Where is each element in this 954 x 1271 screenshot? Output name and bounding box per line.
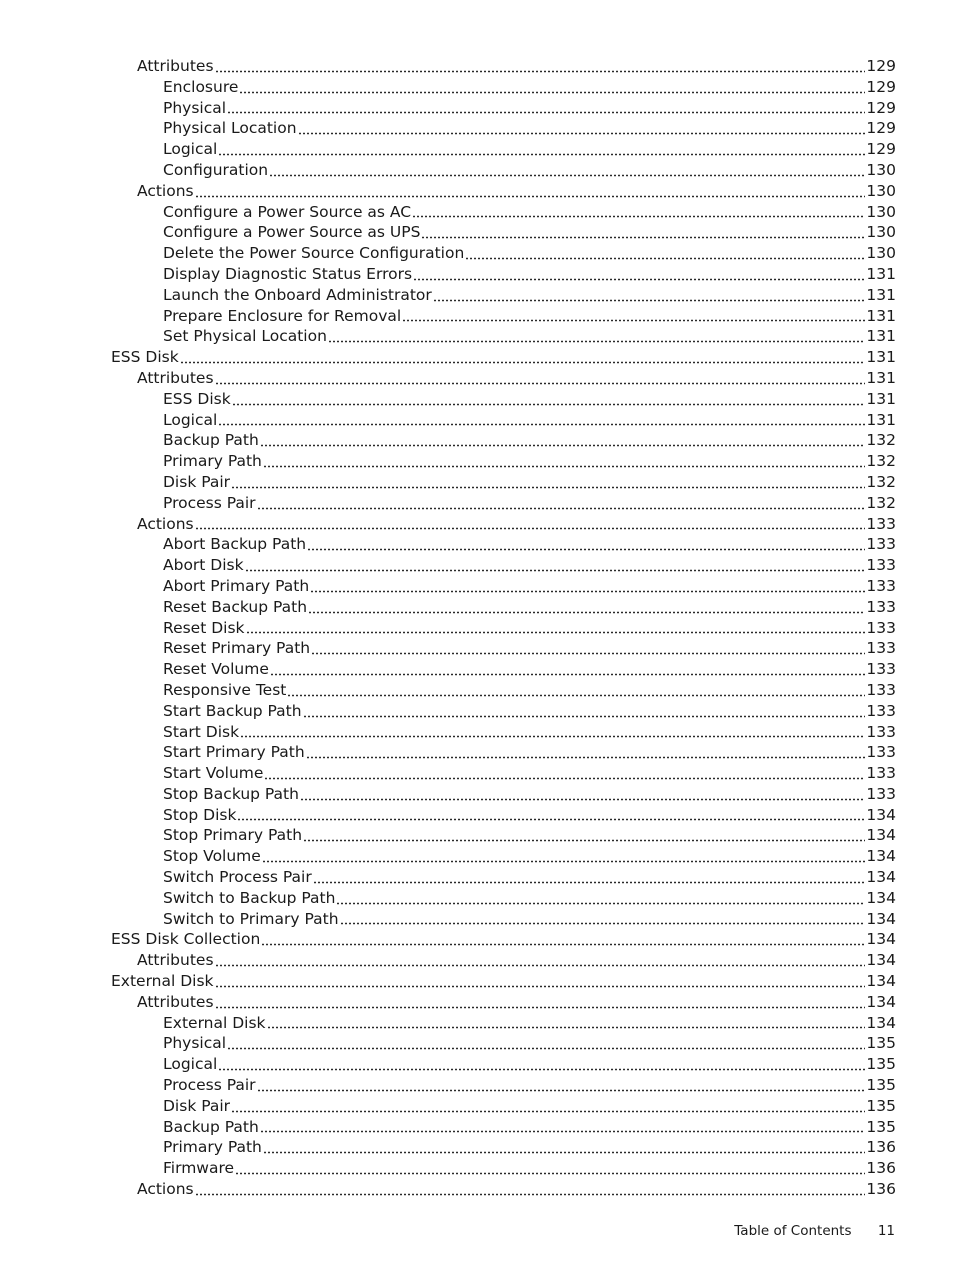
toc-entry-page-number: 134	[866, 972, 896, 991]
dot-leader	[215, 382, 866, 385]
dot-leader	[245, 569, 866, 572]
toc-entry[interactable]	[111, 971, 896, 992]
dot-leader	[227, 111, 865, 114]
dot-leader	[235, 1172, 865, 1175]
toc-entry[interactable]	[111, 1096, 896, 1117]
toc-entry-label: Actions	[137, 1180, 194, 1199]
toc-entry-page-number: 130	[866, 244, 896, 263]
toc-entry-label: Abort Disk	[163, 556, 244, 575]
toc-entry[interactable]	[111, 929, 896, 950]
toc-entry[interactable]	[111, 805, 896, 826]
toc-entry-label: Attributes	[137, 992, 214, 1011]
dot-leader	[218, 1068, 865, 1071]
dot-leader	[231, 486, 865, 489]
toc-entry-label: Primary Path	[163, 452, 262, 471]
toc-entry-label: ESS Disk Collection	[111, 930, 261, 949]
toc-entry[interactable]	[111, 680, 896, 701]
toc-entry-label: Backup Path	[163, 431, 259, 450]
toc-entry-page-number: 133	[866, 764, 896, 783]
toc-entry-page-number: 131	[866, 264, 896, 283]
toc-entry[interactable]	[111, 285, 896, 306]
toc-entry-page-number: 136	[866, 1138, 896, 1157]
toc-entry-label: Configure a Power Source as AC	[163, 202, 412, 221]
toc-entry-page-number: 135	[866, 1117, 896, 1136]
dot-leader	[421, 236, 865, 239]
toc-entry-page-number: 131	[866, 306, 896, 325]
toc-entry[interactable]	[111, 451, 896, 472]
toc-entry-page-number: 129	[866, 57, 896, 75]
toc-entry-page-number: 134	[866, 847, 896, 866]
dot-leader	[240, 735, 865, 738]
toc-entry[interactable]	[111, 1137, 896, 1158]
dot-leader	[465, 257, 865, 260]
dot-leader	[215, 964, 866, 967]
dot-leader	[180, 361, 866, 364]
dot-leader	[195, 527, 866, 530]
toc-entry-page-number: 135	[866, 1076, 896, 1095]
toc-entry-page-number: 133	[866, 660, 896, 679]
dot-leader	[340, 922, 866, 925]
toc-entry-page-number: 134	[866, 909, 896, 928]
toc-entry-label: Switch Process Pair	[163, 868, 312, 887]
toc-entry-page-number: 133	[866, 680, 896, 699]
dot-leader	[261, 943, 865, 946]
toc-entry-page-number: 133	[866, 576, 896, 595]
dot-leader	[303, 715, 866, 718]
toc-entry-page-number: 134	[866, 888, 896, 907]
dot-leader	[336, 902, 865, 905]
toc-entry[interactable]	[111, 202, 896, 223]
toc-entry[interactable]	[111, 576, 896, 597]
toc-entry[interactable]	[111, 264, 896, 285]
toc-entry-label: Disk Pair	[163, 472, 231, 491]
toc-entry-page-number: 132	[866, 472, 896, 491]
dot-leader	[287, 694, 865, 697]
dot-leader	[195, 1193, 866, 1196]
toc-entry-page-number: 134	[866, 826, 896, 845]
toc-entry-label: Display Diagnostic Status Errors	[163, 264, 413, 283]
toc-entry-label: Disk Pair	[163, 1096, 231, 1115]
dot-leader	[311, 652, 865, 655]
dot-leader	[260, 444, 866, 447]
toc-entry-label: Reset Backup Path	[163, 597, 308, 616]
toc-entry[interactable]	[111, 618, 896, 639]
dot-leader	[239, 91, 865, 94]
dot-leader	[237, 818, 865, 821]
dot-leader	[270, 673, 866, 676]
toc-entry[interactable]	[111, 514, 896, 535]
toc-entry[interactable]	[111, 659, 896, 680]
toc-entry-page-number: 135	[866, 1096, 896, 1115]
toc-entry-label: Primary Path	[163, 1138, 262, 1157]
dot-leader	[246, 631, 866, 634]
toc-entry[interactable]	[111, 1013, 896, 1034]
toc-entry[interactable]	[111, 410, 896, 431]
table-of-contents	[111, 56, 896, 1200]
toc-entry-label: Prepare Enclosure for Removal	[163, 306, 402, 325]
toc-entry[interactable]	[111, 555, 896, 576]
dot-leader	[215, 70, 866, 73]
footer-page-number: 11	[877, 1223, 895, 1239]
toc-entry-page-number: 133	[866, 514, 896, 533]
toc-entry-page-number: 135	[866, 1055, 896, 1074]
toc-entry-label: Reset Disk	[163, 618, 245, 637]
toc-entry-label: External Disk	[163, 1013, 266, 1032]
dot-leader	[263, 465, 866, 468]
toc-entry[interactable]	[111, 742, 896, 763]
toc-entry-page-number: 134	[866, 951, 896, 970]
dot-leader	[308, 611, 865, 614]
toc-entry[interactable]	[111, 950, 896, 971]
toc-entry[interactable]	[111, 181, 896, 202]
toc-entry[interactable]	[111, 347, 896, 368]
toc-entry-page-number: 129	[866, 119, 896, 138]
toc-entry-label: Physical	[163, 98, 227, 117]
toc-entry[interactable]	[111, 1179, 896, 1200]
toc-entry-label: Responsive Test	[163, 680, 287, 699]
toc-entry-page-number: 133	[866, 556, 896, 575]
toc-entry[interactable]	[111, 1158, 896, 1179]
toc-entry-label: Start Primary Path	[163, 743, 305, 762]
toc-entry[interactable]	[111, 992, 896, 1013]
toc-entry-label: ESS Disk	[111, 348, 179, 367]
toc-entry-page-number: 131	[866, 348, 896, 367]
dot-leader	[412, 215, 865, 218]
toc-entry-page-number: 133	[866, 597, 896, 616]
toc-entry[interactable]	[111, 98, 896, 119]
dot-leader	[215, 985, 866, 988]
toc-entry-label: Reset Primary Path	[163, 639, 311, 658]
dot-leader	[218, 153, 865, 156]
toc-entry-page-number: 130	[866, 160, 896, 179]
toc-entry-page-number: 133	[866, 535, 896, 554]
toc-entry-label: Firmware	[163, 1159, 235, 1178]
toc-entry-page-number: 133	[866, 784, 896, 803]
toc-entry-label: Start Volume	[163, 764, 264, 783]
toc-entry[interactable]	[111, 222, 896, 243]
toc-entry-page-number: 129	[866, 77, 896, 96]
toc-entry-page-number: 129	[866, 140, 896, 159]
toc-entry-label: Process Pair	[163, 493, 256, 512]
toc-entry-page-number: 134	[866, 992, 896, 1011]
toc-entry-label: Stop Backup Path	[163, 784, 299, 803]
footer-title: Table of Contents	[734, 1223, 852, 1239]
toc-entry-page-number: 134	[866, 868, 896, 887]
dot-leader	[260, 1130, 866, 1133]
toc-entry-label: Start Disk	[163, 722, 240, 741]
toc-entry-label: Stop Primary Path	[163, 826, 303, 845]
toc-entry-label: ESS Disk	[163, 389, 231, 408]
dot-leader	[307, 548, 865, 551]
toc-entry-label: Reset Volume	[163, 660, 269, 679]
toc-entry[interactable]	[111, 306, 896, 327]
toc-entry-label: Delete the Power Source Configuration	[163, 244, 465, 263]
toc-entry-label: Enclosure	[163, 77, 239, 96]
toc-entry-page-number: 133	[866, 743, 896, 762]
dot-leader	[195, 195, 866, 198]
toc-entry[interactable]	[111, 77, 896, 98]
dot-leader	[264, 777, 865, 780]
dot-leader	[402, 319, 865, 322]
toc-entry[interactable]	[111, 1033, 896, 1054]
toc-entry-page-number: 131	[866, 327, 896, 346]
toc-entry-label: Process Pair	[163, 1076, 256, 1095]
dot-leader	[231, 1110, 865, 1113]
toc-entry[interactable]	[111, 763, 896, 784]
toc-entry[interactable]	[111, 534, 896, 555]
dot-leader	[303, 839, 865, 842]
toc-entry-label: Launch the Onboard Administrator	[163, 285, 432, 304]
toc-entry-label: Configure a Power Source as UPS	[163, 223, 421, 242]
toc-entry-page-number: 134	[866, 1013, 896, 1032]
toc-entry-label: Stop Volume	[163, 847, 261, 866]
toc-entry[interactable]	[111, 1075, 896, 1096]
toc-entry-label: Attributes	[137, 368, 214, 387]
toc-entry[interactable]	[111, 597, 896, 618]
toc-entry-label: Actions	[137, 181, 194, 200]
toc-entry-label: Physical	[163, 1034, 227, 1053]
toc-entry[interactable]	[111, 326, 896, 347]
dot-leader	[262, 860, 866, 863]
dot-leader	[328, 340, 865, 343]
toc-entry-page-number: 131	[866, 410, 896, 429]
toc-entry-page-number: 135	[866, 1034, 896, 1053]
toc-entry[interactable]	[111, 867, 896, 888]
toc-entry[interactable]	[111, 784, 896, 805]
toc-entry-page-number: 132	[866, 452, 896, 471]
toc-entry[interactable]	[111, 701, 896, 722]
toc-entry-label: Actions	[137, 514, 194, 533]
toc-entry[interactable]	[111, 909, 896, 930]
toc-entry-page-number: 130	[866, 202, 896, 221]
toc-entry-page-number: 130	[866, 223, 896, 242]
dot-leader	[215, 1006, 866, 1009]
toc-entry-label: Switch to Primary Path	[163, 909, 339, 928]
toc-entry[interactable]	[111, 243, 896, 264]
toc-entry-label: External Disk	[111, 972, 214, 991]
toc-entry-page-number: 131	[866, 389, 896, 408]
page-footer	[734, 1221, 895, 1241]
toc-entry-label: Set Physical Location	[163, 327, 327, 346]
dot-leader	[267, 1026, 866, 1029]
toc-entry[interactable]	[111, 118, 896, 139]
toc-entry[interactable]	[111, 1117, 896, 1138]
toc-entry-label: Attributes	[137, 57, 214, 75]
dot-leader	[227, 1047, 865, 1050]
toc-entry-label: Switch to Backup Path	[163, 888, 336, 907]
toc-entry-page-number: 131	[866, 368, 896, 387]
toc-entry-page-number: 130	[866, 181, 896, 200]
dot-leader	[433, 299, 866, 302]
toc-entry-page-number: 136	[866, 1159, 896, 1178]
toc-entry-page-number: 132	[866, 431, 896, 450]
toc-entry[interactable]	[111, 638, 896, 659]
toc-entry[interactable]	[111, 368, 896, 389]
toc-entry-page-number: 129	[866, 98, 896, 117]
toc-entry-label: Abort Primary Path	[163, 576, 310, 595]
dot-leader	[306, 756, 866, 759]
toc-entry[interactable]	[111, 56, 896, 77]
toc-entry-page-number: 134	[866, 805, 896, 824]
toc-entry[interactable]	[111, 160, 896, 181]
toc-entry-label: Attributes	[137, 951, 214, 970]
dot-leader	[310, 590, 865, 593]
toc-entry[interactable]	[111, 493, 896, 514]
toc-entry-page-number: 133	[866, 639, 896, 658]
dot-leader	[257, 507, 866, 510]
toc-entry[interactable]	[111, 430, 896, 451]
toc-entry-label: Abort Backup Path	[163, 535, 307, 554]
toc-entry[interactable]	[111, 825, 896, 846]
toc-entry-label: Logical	[163, 410, 218, 429]
toc-entry[interactable]	[111, 846, 896, 867]
dot-leader	[232, 403, 866, 406]
dot-leader	[313, 881, 866, 884]
toc-entry-page-number: 133	[866, 701, 896, 720]
toc-entry-page-number: 133	[866, 722, 896, 741]
dot-leader	[257, 1089, 866, 1092]
toc-entry-label: Physical Location	[163, 119, 297, 138]
dot-leader	[300, 798, 865, 801]
toc-entry-page-number: 136	[866, 1180, 896, 1199]
toc-entry-page-number: 133	[866, 618, 896, 637]
dot-leader	[263, 1151, 866, 1154]
toc-entry-page-number: 134	[866, 930, 896, 949]
toc-entry-page-number: 132	[866, 493, 896, 512]
toc-entry-label: Configuration	[163, 160, 269, 179]
toc-entry[interactable]	[111, 389, 896, 410]
toc-entry-label: Backup Path	[163, 1117, 259, 1136]
dot-leader	[218, 423, 865, 426]
toc-entry[interactable]	[111, 722, 896, 743]
toc-entry-label: Start Backup Path	[163, 701, 302, 720]
toc-entry[interactable]	[111, 1054, 896, 1075]
toc-entry[interactable]	[111, 472, 896, 493]
toc-entry-label: Logical	[163, 140, 218, 159]
dot-leader	[413, 278, 865, 281]
toc-entry[interactable]	[111, 139, 896, 160]
dot-leader	[298, 132, 866, 135]
dot-leader	[269, 174, 865, 177]
toc-entry-label: Stop Disk	[163, 805, 237, 824]
toc-entry-label: Logical	[163, 1055, 218, 1074]
toc-entry[interactable]	[111, 888, 896, 909]
toc-entry-page-number: 131	[866, 285, 896, 304]
